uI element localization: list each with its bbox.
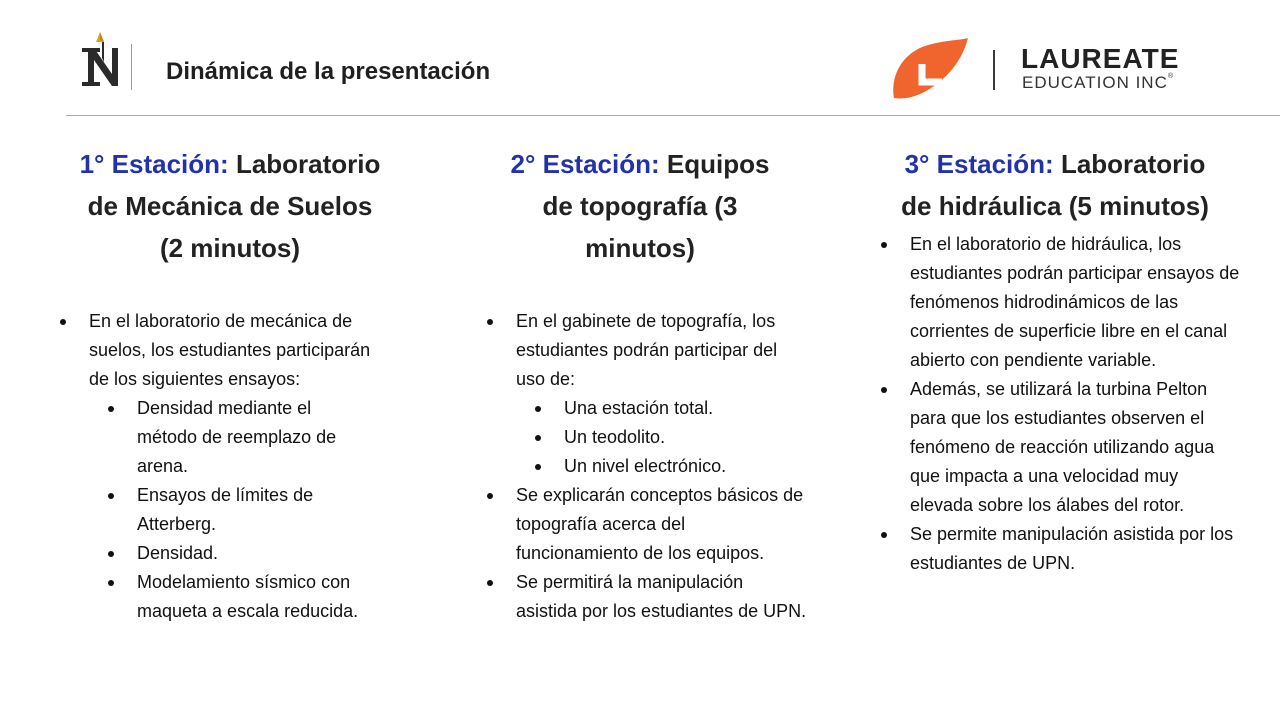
brand-divider — [993, 50, 995, 90]
laureate-leaf-icon — [888, 36, 970, 102]
sub-bullet-item: Un nivel electrónico. — [487, 452, 807, 481]
station-3-title: 3° Estación: Laboratorio de hidráulica (5 minutos) — [901, 149, 1209, 221]
station-2-bullets — [487, 307, 807, 626]
sub-bullet-item: Ensayos de límites de Atterberg. — [60, 481, 375, 539]
station-2-title: 2° Estación: Equipos de topografía (3 minutos) — [510, 149, 770, 263]
sub-bullet-item: Densidad mediante el método de reemplazo de arena. — [60, 394, 375, 481]
bullet-item: Se permitirá la manipulación asistida por los estudiantes de UPN. — [487, 568, 807, 626]
upn-logo-icon — [78, 28, 134, 92]
brand-subtitle: EDUCATION INC® — [1022, 73, 1175, 92]
bullet-item: En el laboratorio de mecánica de suelos, los estudiantes participarán de los siguientes ensayos: — [60, 307, 375, 394]
station-1-title: 1° Estación: Laboratorio de Mecánica de Suelos (2 minutos) — [79, 149, 381, 263]
bullet-item: En el laboratorio de hidráulica, los estudiantes podrán participar ensayos de fenómenos hidrodinámicos de las corrientes de superficie libre en el canal abierto con pendiente variable. — [881, 230, 1243, 375]
header-rule — [66, 115, 1280, 116]
station-number: 2° Estación: — [510, 149, 660, 179]
station-number: 1° Estación: — [79, 149, 229, 179]
station-3 — [860, 143, 1250, 227]
station-2 — [480, 143, 800, 269]
bullet-item: Se permite manipulación asistida por los estudiantes de UPN. — [881, 520, 1243, 578]
bullet-item: Se explicarán conceptos básicos de topografía acerca del funcionamiento de los equipos. — [487, 481, 807, 568]
sub-bullet-item: Un teodolito. — [487, 423, 807, 452]
bullet-item: En el gabinete de topografía, los estudiantes podrán participar del uso de: — [487, 307, 807, 394]
sub-bullet-item: Densidad. — [60, 539, 375, 568]
station-number: 3° Estación: — [904, 149, 1054, 179]
brand-name: LAUREATE — [1021, 43, 1180, 74]
header-divider — [131, 44, 132, 90]
station-1 — [60, 143, 400, 269]
page-title: Dinámica de la presentación — [166, 58, 491, 85]
station-3-bullets — [881, 230, 1243, 578]
station-1-bullets — [60, 307, 375, 626]
bullet-item: Además, se utilizará la turbina Pelton para que los estudiantes observen el fenómeno de reacción utilizando agua que impacta a una velocidad muy elevada sobre los álabes del rotor. — [881, 375, 1243, 520]
sub-bullet-item: Una estación total. — [487, 394, 807, 423]
sub-bullet-item: Modelamiento sísmico con maqueta a escala reducida. — [60, 568, 375, 626]
